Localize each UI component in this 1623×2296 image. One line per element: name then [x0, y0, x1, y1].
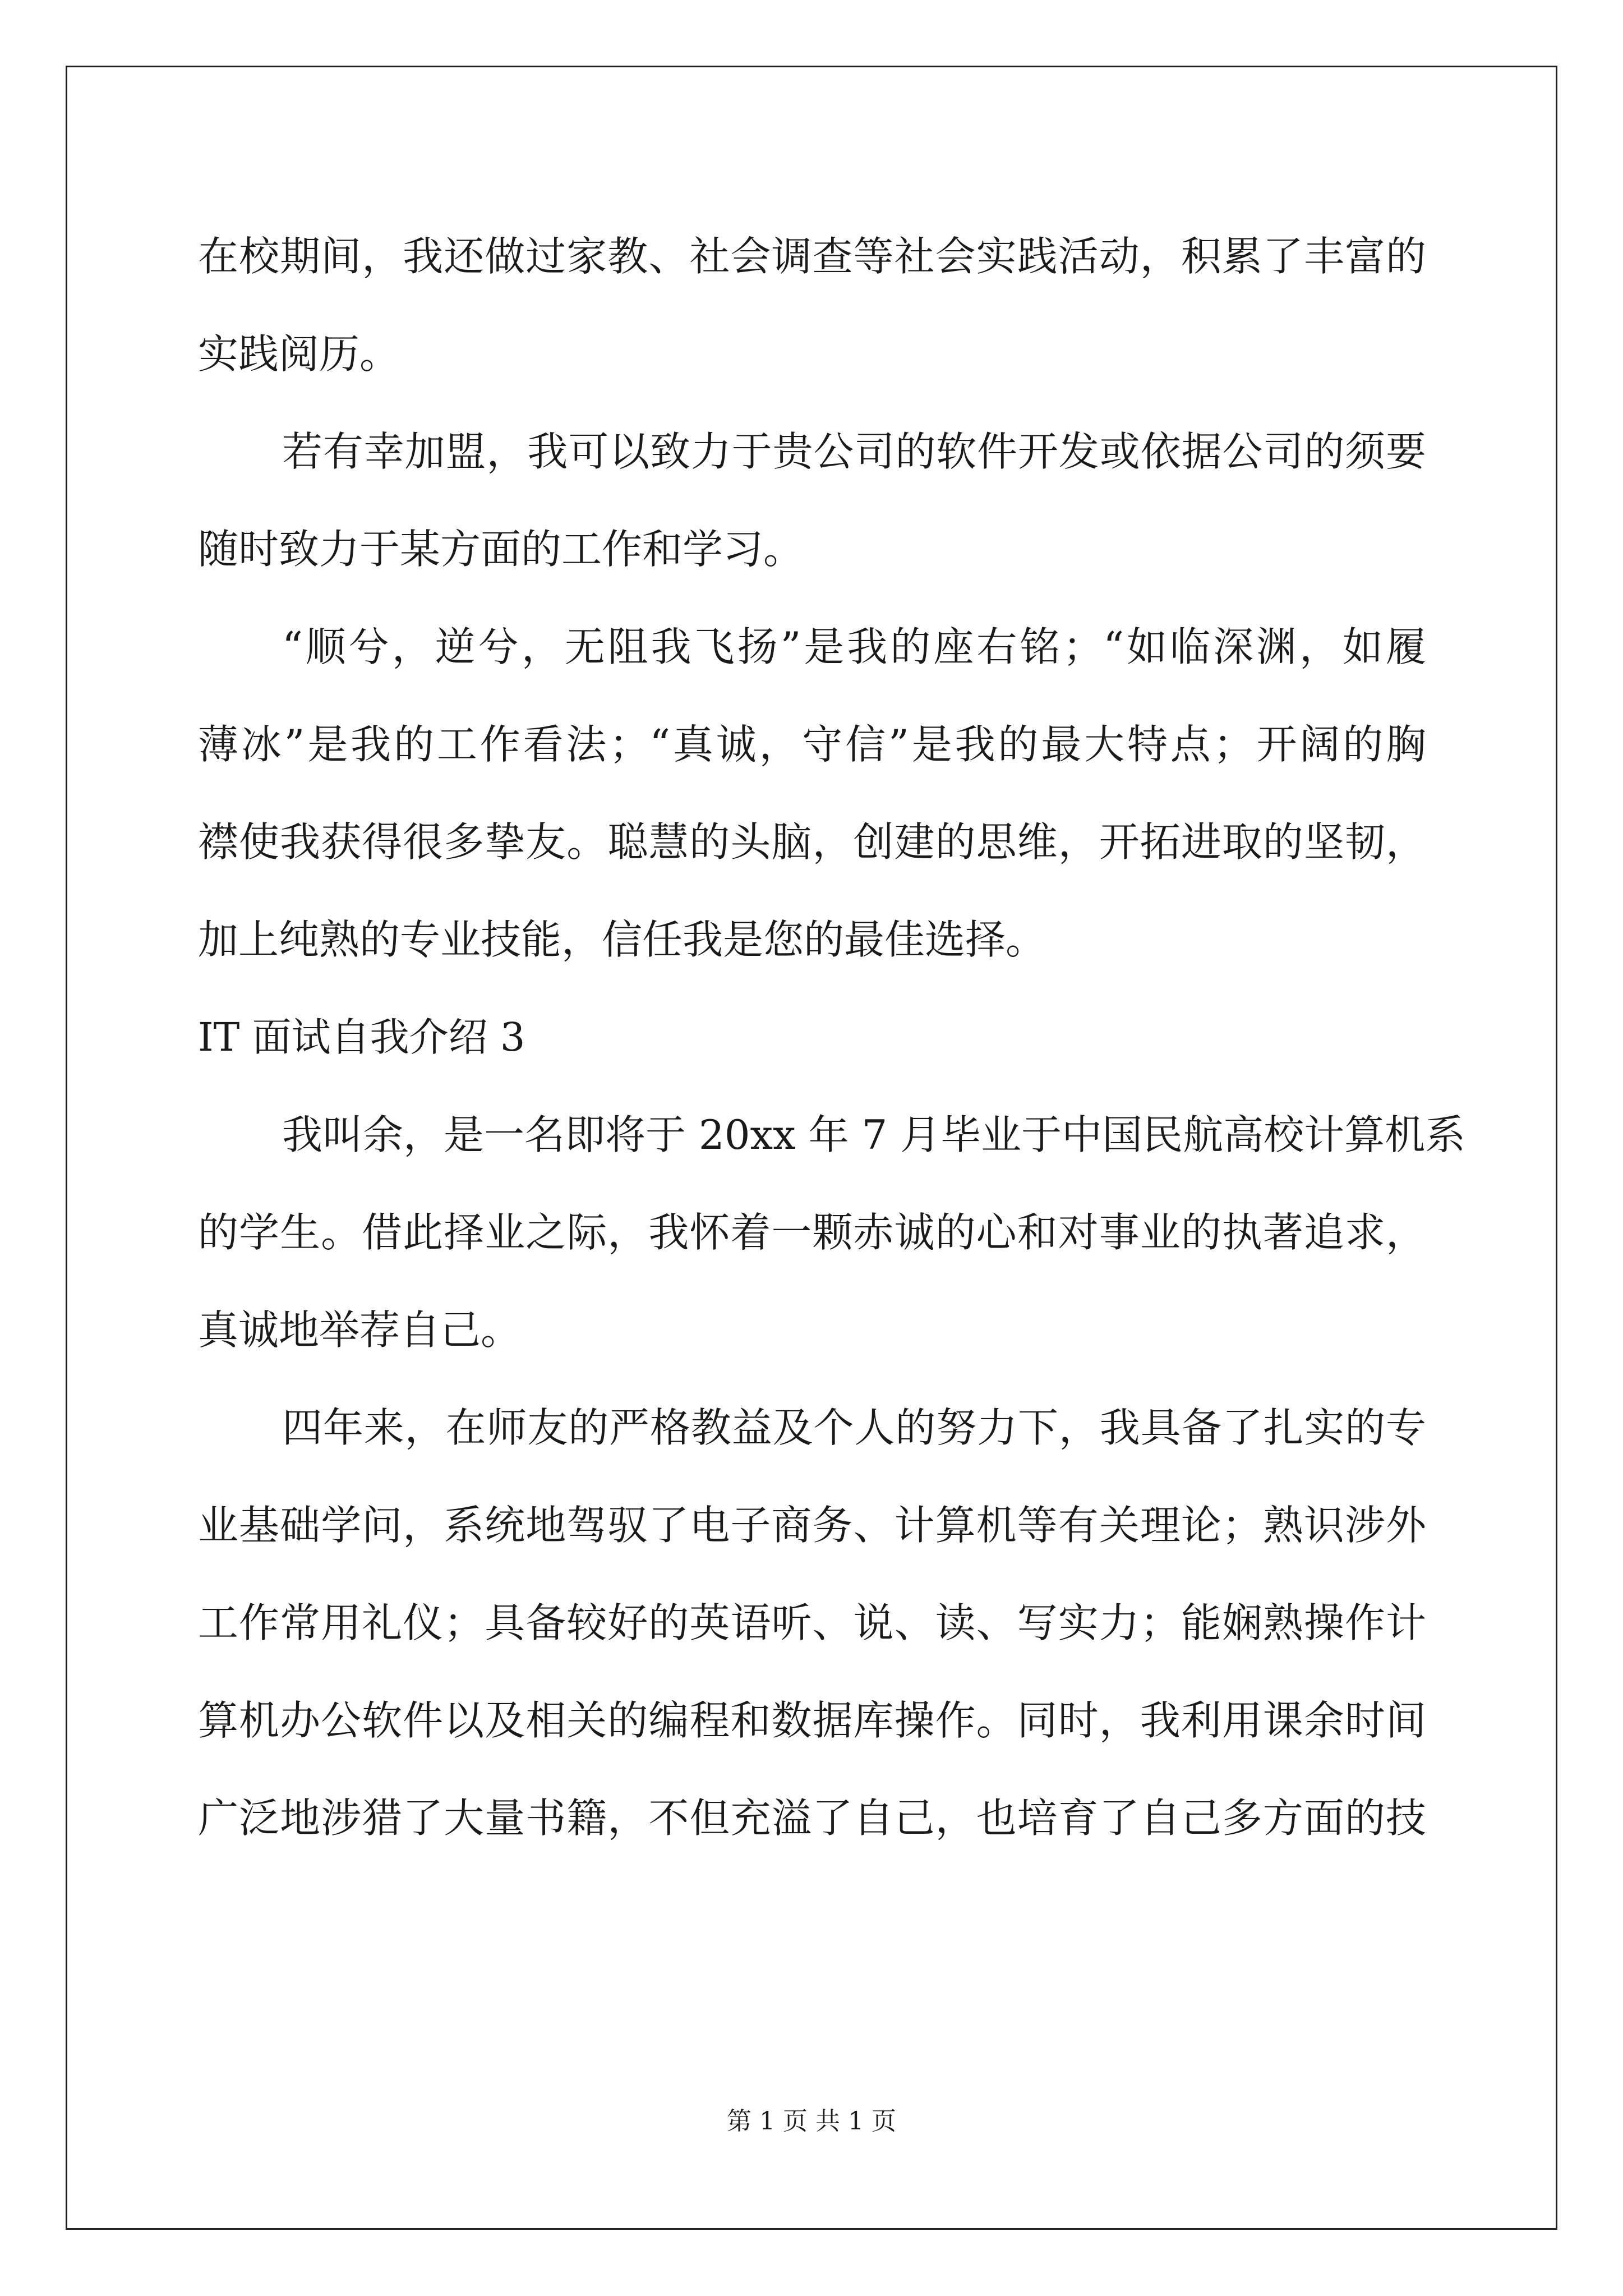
text-line: 四年来，在师友的严格教益及个人的努力下，我具备了扎实的专	[282, 1404, 1426, 1451]
document-body	[198, 208, 1466, 1867]
text-line: 随时致力于某方面的工作和学习。	[198, 526, 804, 573]
text-line: 真诚地举荐自己。	[198, 1306, 522, 1354]
text-line: 薄冰”是我的工作看法；“真诚，守信”是我的最大特点；开阔的胸	[198, 721, 1426, 768]
section-heading: IT 面试自我介绍 3	[198, 1014, 525, 1060]
text-line: 襟使我获得很多挚友。聪慧的头脑，创建的思维，开拓进取的坚韧，	[198, 818, 1426, 866]
text-line: 算机办公软件以及相关的编程和数据库操作。同时，我利用课余时间	[198, 1697, 1426, 1744]
text-line: 业基础学问，系统地驾驭了电子商务、计算机等有关理论；熟识涉外	[198, 1502, 1426, 1549]
page-footer: 第 1 页 共 1 页	[727, 2107, 896, 2136]
text-line: 广泛地涉猎了大量书籍，不但充溢了自己，也培育了自己多方面的技	[198, 1795, 1426, 1842]
text-line: 的学生。借此择业之际，我怀着一颗赤诚的心和对事业的执著追求，	[198, 1209, 1426, 1256]
text-line: 实践阅历。	[198, 330, 400, 378]
text-line: 若有幸加盟，我可以致力于贵公司的软件开发或依据公司的须要	[282, 428, 1426, 475]
text-line: 工作常用礼仪；具备较好的英语听、说、读、写实力；能娴熟操作计	[198, 1599, 1426, 1646]
text-line: 加上纯熟的专业技能，信任我是您的最佳选择。	[198, 916, 1046, 963]
text-line: “顺兮，逆兮，无阻我飞扬”是我的座右铭；“如临深渊，如履	[282, 623, 1426, 670]
text-line: 在校期间，我还做过家教、社会调查等社会实践活动，积累了丰富的	[198, 233, 1426, 280]
text-line: 我叫余，是一名即将于 20xx 年 7 月毕业于中国民航高校计算机系	[282, 1111, 1466, 1158]
